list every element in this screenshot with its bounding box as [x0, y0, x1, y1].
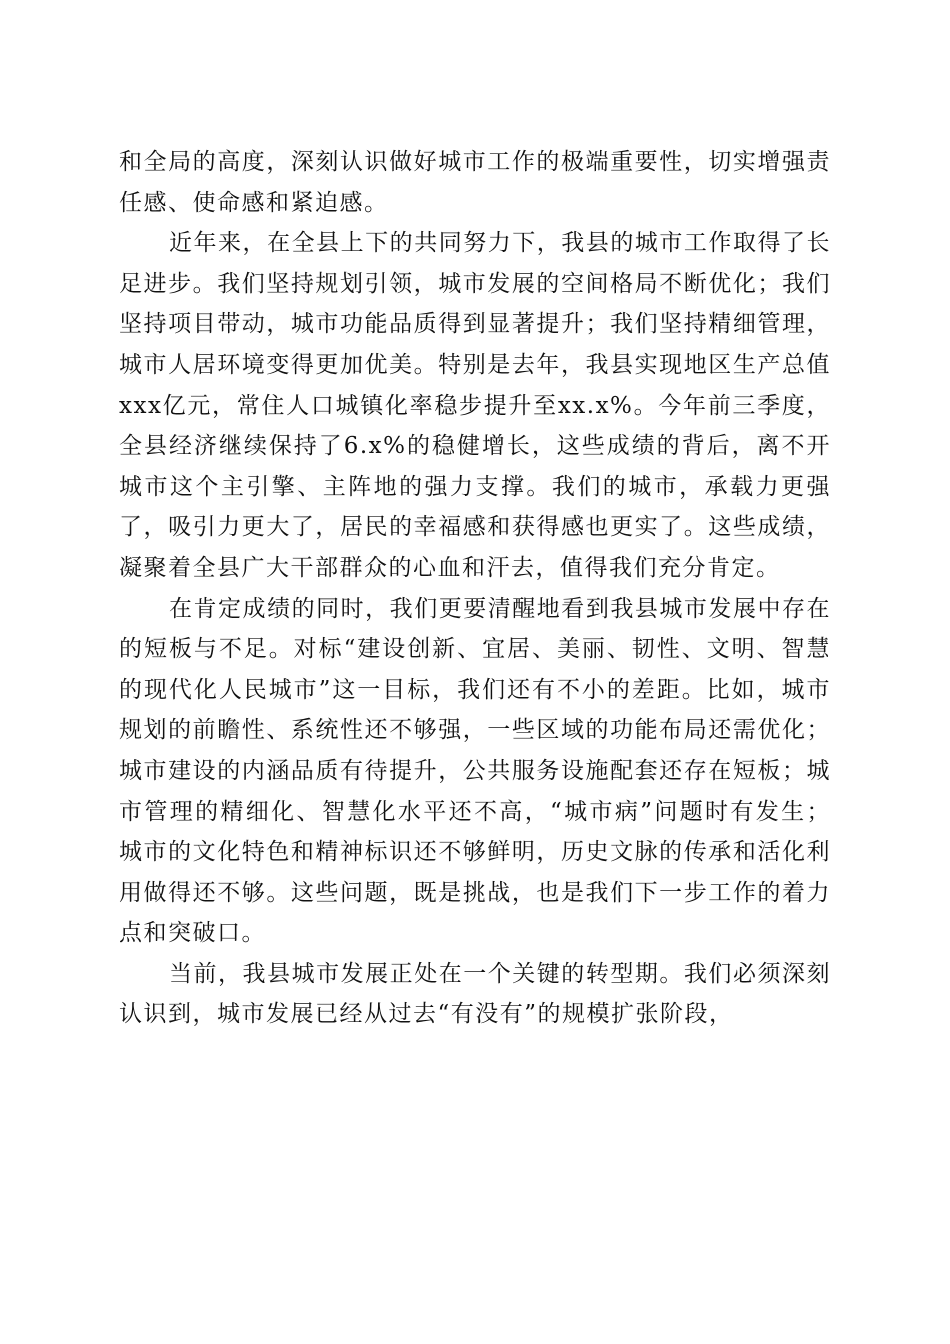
document-body: [119, 142, 831, 1035]
paragraph-1: 和全局的高度，深刻认识做好城市工作的极端重要性，切实增强责任感、使命感和紧迫感。: [119, 149, 831, 216]
paragraph-2: 近年来，在全县上下的共同努力下，我县的城市工作取得了长足进步。我们坚持规划引领，城市发展的空间格局不断优化；我们坚持项目带动，城市功能品质得到显著提升；我们坚持精细管理，城市人居环境变得更加优美。特别是去年，我县实现地区生产总值xxx亿元，常住人口城镇化率稳步提升至xx.x%。今年前三季度，全县经济继续保持了6.x%的稳健增长，这些成绩的背后，离不开城市这个主引擎、主阵地的强力支撑。我们的城市，承载力更强了，吸引力更大了，居民的幸福感和获得感也更实了。这些成绩，凝聚着全县广大干部群众的心血和汗去，值得我们充分肯定。: [119, 230, 831, 581]
paragraph-3: 在肯定成绩的同时，我们更要清醒地看到我县城市发展中存在的短板与不足。对标“建设创新、宜居、美丽、韧性、文明、智慧的现代化人民城市”这一目标，我们还有不小的差距。比如，城市规划的前瞻性、系统性还不够强，一些区域的功能布局还需优化；城市建设的内涵品质有待提升，公共服务设施配套还存在短板；城市管理的精细化、智慧化水平还不高，“城市病”问题时有发生；城市的文化特色和精神标识还不够鲜明，历史文脉的传承和活化利用做得还不够。这些问题，既是挑战，也是我们下一步工作的着力点和突破口。: [119, 595, 831, 947]
paragraph-4: 当前，我县城市发展正处在一个关键的转型期。我们必须深刻认识到，城市发展已经从过去“有没有”的规模扩张阶段，: [119, 960, 831, 1028]
